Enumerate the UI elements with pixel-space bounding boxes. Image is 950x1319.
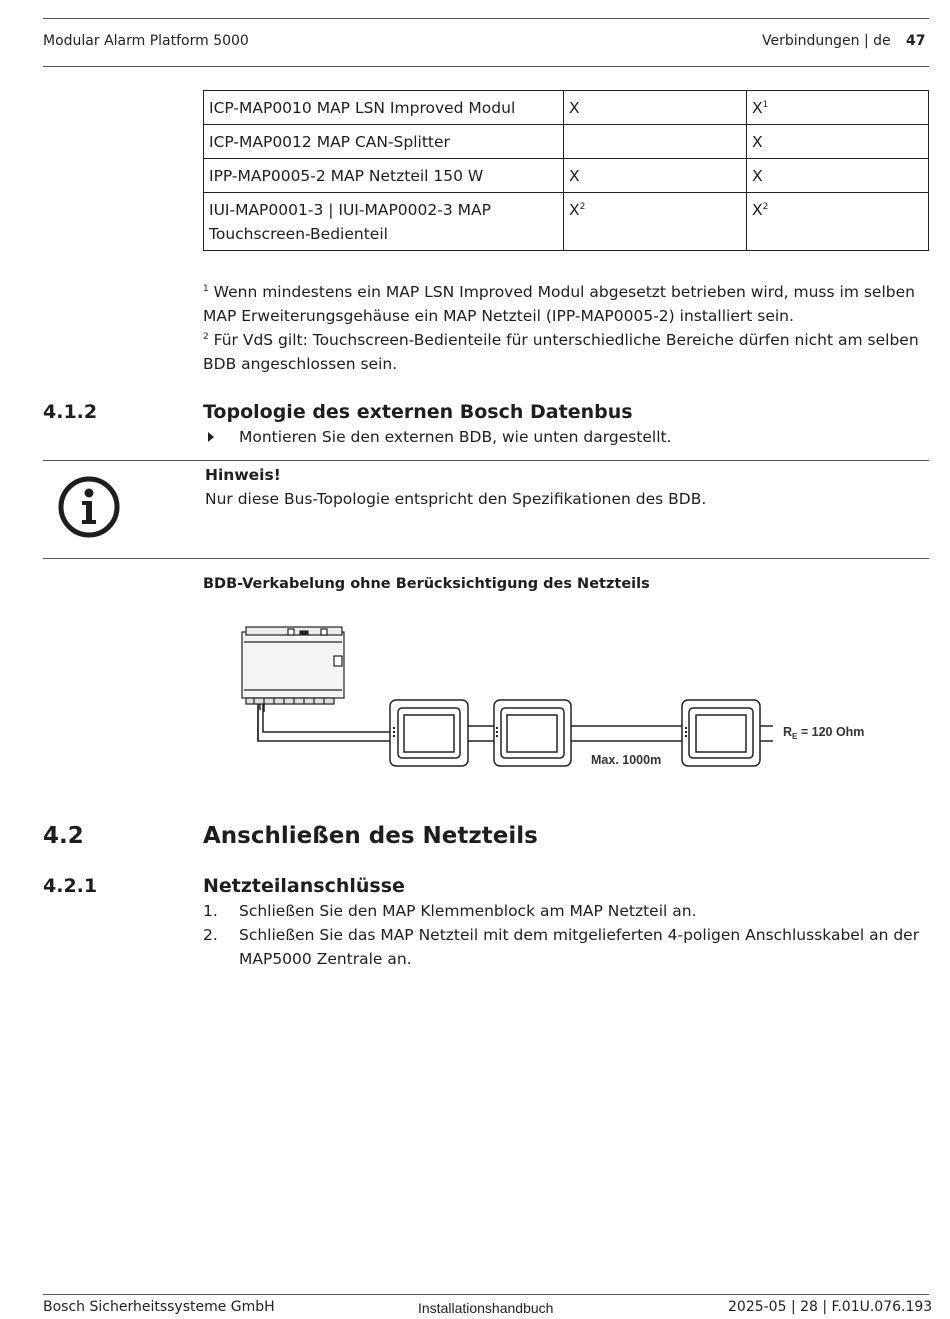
header-bottom-rule [43,66,929,67]
footnote-1-cont: MAP Erweiterungsgehäuse ein MAP Netzteil (IPP-MAP0005-2) installiert sein. [203,307,794,325]
table-cell-product: IPP-MAP0005-2 MAP Netzteil 150 W [204,159,564,193]
termination-resistor-label: $R_E = 120$ Ohm [783,725,865,741]
section-number: 4.2.1 [43,875,98,897]
keypad-3-illustration [682,700,760,766]
table-cell-product: IUI-MAP0001-3 | IUI-MAP0002-3 MAP Touchscreen-Bedienteil [204,193,564,251]
header-section-label: Verbindungen | de [762,33,891,49]
step-number: 2. [203,926,218,944]
table-cell-col3: X [747,159,929,193]
section-number: 4.2 [43,823,84,849]
footnote-2-cont: BDB angeschlossen sein. [203,355,398,373]
bdb-wiring-diagram [230,620,890,784]
footer-document-id: 2025-05 | 28 | F.01U.076.193 [728,1299,933,1315]
footer-document-type: Installationshandbuch [418,1300,554,1316]
table-row [204,125,929,159]
section-title: Netzteilanschlüsse [203,875,405,897]
max-length-label: Max. 1000m [591,753,662,767]
keypad-2-illustration [494,700,571,766]
table-cell-col2: X [564,159,747,193]
step-text: Schließen Sie das MAP Netzteil mit dem mitgelieferten 4-poligen Anschlusskabel an der MAP5000 Zentrale an. [239,926,920,968]
keypad-1-illustration [390,700,468,766]
footnote-mark: 2 [762,202,769,212]
notice-text: Nur diese Bus-Topologie entspricht den Spezifikationen des BDB. [205,490,707,508]
table-cell-product: ICP-MAP0012 MAP CAN-Splitter [204,125,564,159]
control-panel-illustration [242,627,344,704]
table-row [204,159,929,193]
table-cell-col3: $X^1$ [747,91,929,125]
info-icon [58,476,120,542]
step-text: Schließen Sie den MAP Klemmenblock am MAP Netzteil an. [239,902,697,920]
notice-title: Hinweis! [205,466,281,484]
step-text: Montieren Sie den externen BDB, wie unten dargestellt. [239,428,672,446]
table-cell-col2: $X^2$ [564,193,747,251]
compatibility-table [203,90,929,251]
header-top-rule [43,18,929,19]
step-arrow-icon [208,432,214,442]
table-row [204,193,929,251]
footer-company: Bosch Sicherheitssysteme GmbH [43,1299,275,1315]
step-number: 1. [203,902,218,920]
footnote-mark: 1 [762,100,769,110]
table-cell-col2 [564,125,747,159]
section-title: Topologie des externen Bosch Datenbus [203,401,633,423]
section-title: Anschließen des Netzteils [203,823,538,849]
footnote-2: $^2$ Für VdS gilt: Touchscreen-Bedienteile für unterschiedliche Bereiche dürfen nicht am selben [203,331,919,349]
footnotes [203,280,933,376]
header-page-number: 47 [906,33,926,49]
figure-caption: BDB-Verkabelung ohne Berücksichtigung des Netzteils [203,576,650,592]
table-row [204,91,929,125]
footer-rule [43,1294,929,1295]
footnote-mark: 2 [579,202,586,212]
table-cell-col3: $X^2$ [747,193,929,251]
section-number: 4.1.2 [43,401,98,423]
table-cell-col2: X [564,91,747,125]
table-cell-col3: X [747,125,929,159]
footnote-1: $^1$ Wenn mindestens ein MAP LSN Improved Modul abgesetzt betrieben wird, muss im selben [203,283,915,301]
notice-bottom-rule [43,558,929,559]
header-document-title: Modular Alarm Platform 5000 [43,33,249,49]
notice-top-rule [43,460,929,461]
table-cell-product: ICP-MAP0010 MAP LSN Improved Modul [204,91,564,125]
